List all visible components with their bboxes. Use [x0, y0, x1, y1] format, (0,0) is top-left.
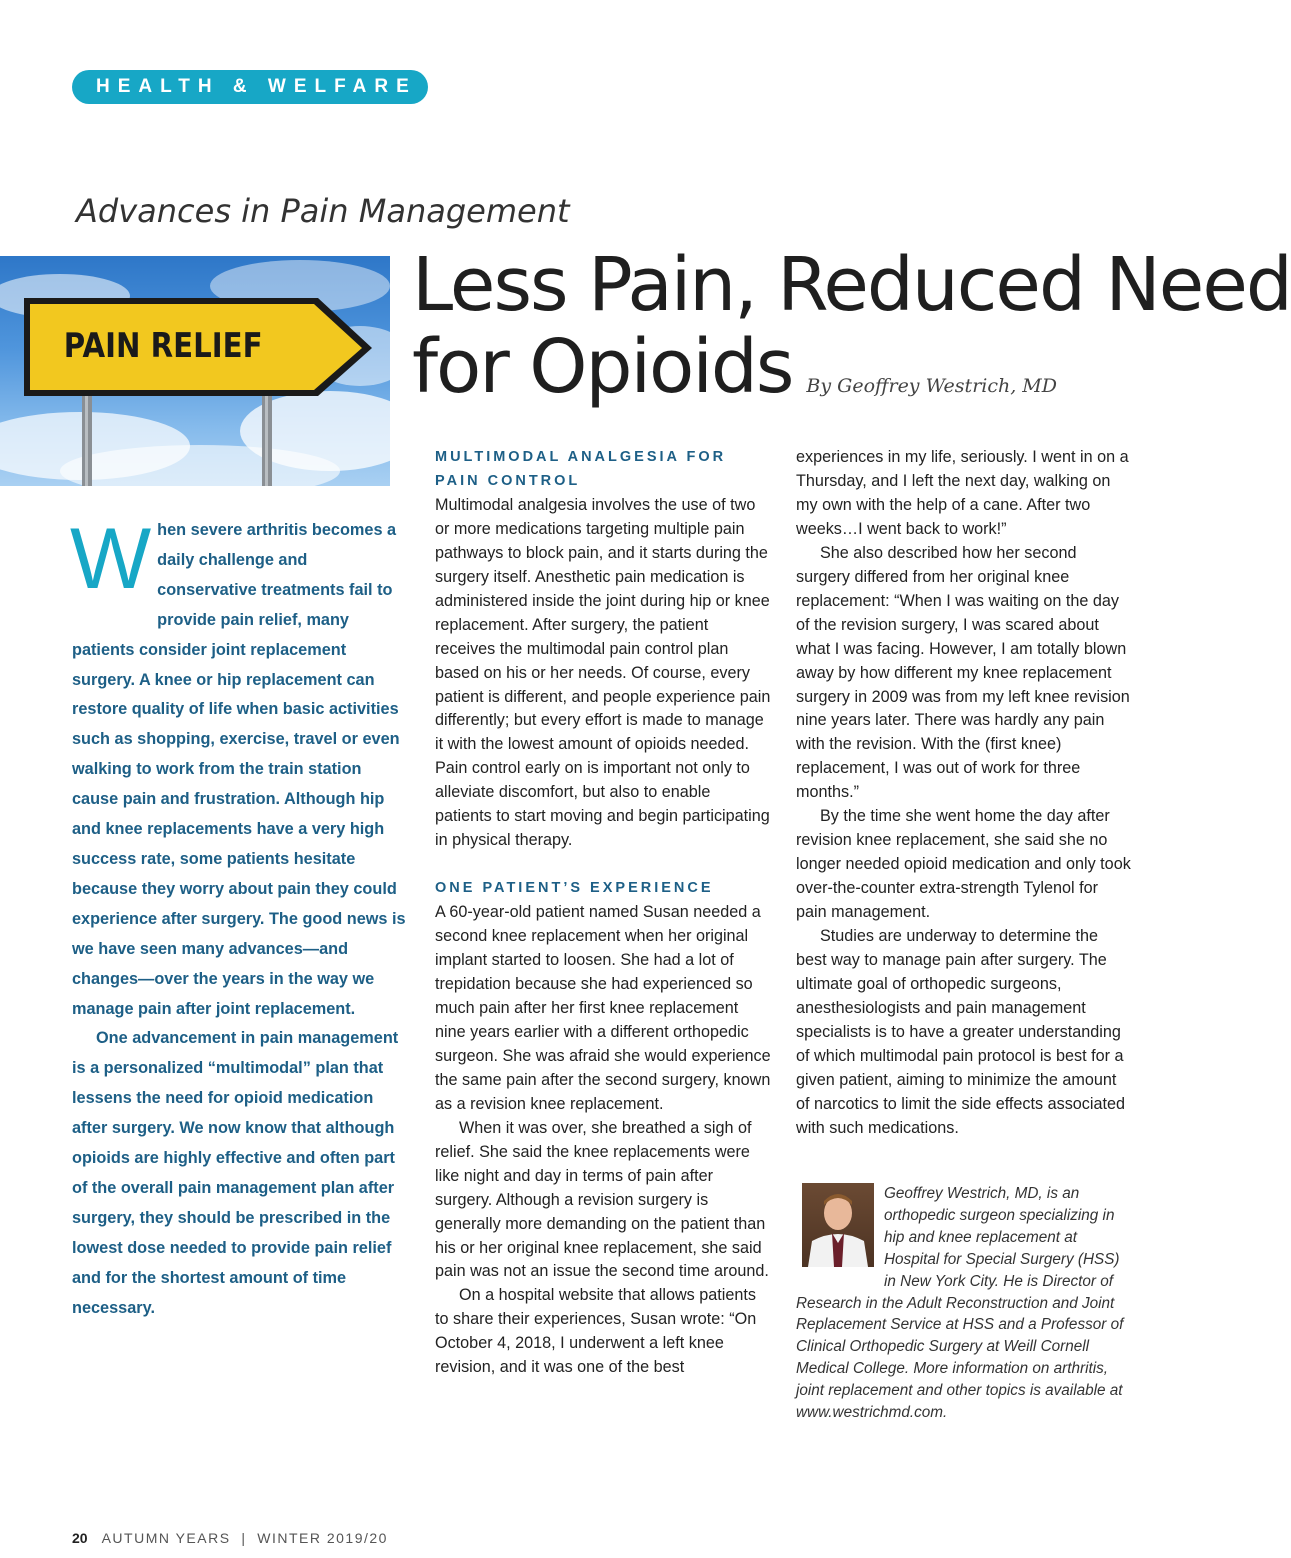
col3-paragraph-3: By the time she went home the day after revision knee replacement, she said she no longer needed opioid medication and only took over-the-counter extra-strength Tylenol for pain management. — [796, 807, 1131, 922]
col2-paragraph-4: On a hospital website that allows patients to share their experiences, Susan wrote: “On October 4, 2018, I underwent a left knee revision, and it was one of the best — [435, 1286, 757, 1377]
subheading-multimodal: MULTIMODAL ANALGESIA FOR PAIN CONTROL — [435, 449, 727, 489]
kicker: Advances in Pain Management — [76, 192, 570, 230]
col3-paragraph-2: She also described how her second surgery differed from her original knee replacement: “When I was waiting on the day of the revision surgery, I was scared about what I was facing. However, I am totally blown away by how different my knee replacement surgery in 2009 was from my left knee revision nine years later. There was hardly any pain with the revision. With the (first knee) replacement, I was out of work for three months.” — [796, 543, 1130, 802]
headline-line-2-text: for Opioids — [412, 324, 793, 410]
subheading-patient-experience: ONE PATIENT’S EXPERIENCE — [435, 880, 714, 897]
body-column-2 — [435, 446, 771, 1380]
author-bio — [796, 1183, 1132, 1424]
sign-text: PAIN RELIEF — [63, 326, 263, 366]
hero-image — [0, 256, 390, 486]
col2-paragraph-1: Multimodal analgesia involves the use of two or more medications targeting multiple pain pathways to block pain, and it starts during the surgery itself. Anesthetic pain medication is administered inside the joint during hip or knee replacement. After surgery, the patient receives the multimodal pain control plan based on his or her needs. Of course, every patient is different, and people experience pain differently; but every effort is made to manage it with the lowest amount of opioids needed. Pain control early on is important not only to alleviate discomfort, but also to enable patients to start moving and begin participating in physical therapy. — [435, 495, 771, 850]
body-column-3 — [796, 446, 1132, 1141]
author-photo — [802, 1183, 874, 1267]
col2-paragraph-3: When it was over, she breathed a sigh of relief. She said the knee replacements were like night and day in terms of pain after surgery. Although a revision surgery is generally more demanding on the patient than his or her original knee replacement, she said pain was not an issue the second time around. — [435, 1118, 769, 1281]
byline: By Geoffrey Westrich, MD — [806, 375, 1057, 397]
col2-paragraph-2: A 60-year-old patient named Susan needed a second knee replacement when her original implant started to loosen. She had a lot of trepidation because she had experienced so much pain after her first knee replacement nine years earlier with a different orthopedic surgeon. She was afraid she would experience the same pain after the second surgery, known as a revision knee replacement. — [435, 903, 771, 1113]
sky-and-sign-illustration — [0, 256, 390, 486]
page-number: 20 — [72, 1530, 88, 1546]
publication-info: AUTUMN YEARS | WINTER 2019/20 — [101, 1530, 388, 1546]
page-footer — [72, 1529, 388, 1547]
col3-paragraph-4: Studies are underway to determine the best way to manage pain after surgery. The ultimate goal of orthopedic surgeons, anesthesiologists and pain management specialists is to have a greater understanding of which multimodal pain protocol is best for a given patient, aiming to minimize the amount of narcotics to limit the side effects associated with such medications. — [796, 927, 1126, 1137]
headline — [412, 242, 1291, 427]
section-tag: HEALTH & WELFARE — [72, 70, 428, 104]
headline-line-2 — [412, 326, 1172, 427]
intro-paragraph-1: hen severe arthritis becomes a daily challenge and conservative treatments fail to provide pain relief, many patients consider joint replacement surgery. A knee or hip replacement can restore quality of life when basic activities such as shopping, exercise, travel or even walking to work from the train station cause pain and frustration. Although hip and knee replacements have a very high success rate, some patients hesitate because they worry about pain they could experience after surgery. The good news is we have seen many advances—and changes—over the years in the way we manage pain after joint replacement. — [72, 521, 406, 1018]
col3-paragraph-1: experiences in my life, seriously. I went in on a Thursday, and I left the next day, walking on my own with the help of a cane. After two weeks…I went back to work!” — [796, 448, 1129, 538]
author-bio-text: Geoffrey Westrich, MD, is an orthopedic surgeon specializing in hip and knee replacement at Hospital for Special Surgery (HSS) in New York City. He is Director of Research in the Adult Reconstruction and Joint Replacement Service at HSS and a Professor of Clinical Orthopedic Surgery at Weill Cornell Medical College. More information on arthritis, joint replacement and other topics is available at www.westrichmd.com. — [796, 1185, 1124, 1422]
drop-cap: W — [70, 511, 152, 607]
headline-line-1: Less Pain, Reduced Need — [412, 242, 1291, 328]
intro-paragraph-2: One advancement in pain management is a personalized “multimodal” plan that lessens the need for opioid medication after surgery. We now know that although opioids are highly effective and often part of the overall pain management plan after surgery, they should be prescribed in the lowest dose needed to provide pain relief and for the shortest amount of time necessary. — [72, 1029, 399, 1317]
intro-column — [70, 511, 406, 1323]
